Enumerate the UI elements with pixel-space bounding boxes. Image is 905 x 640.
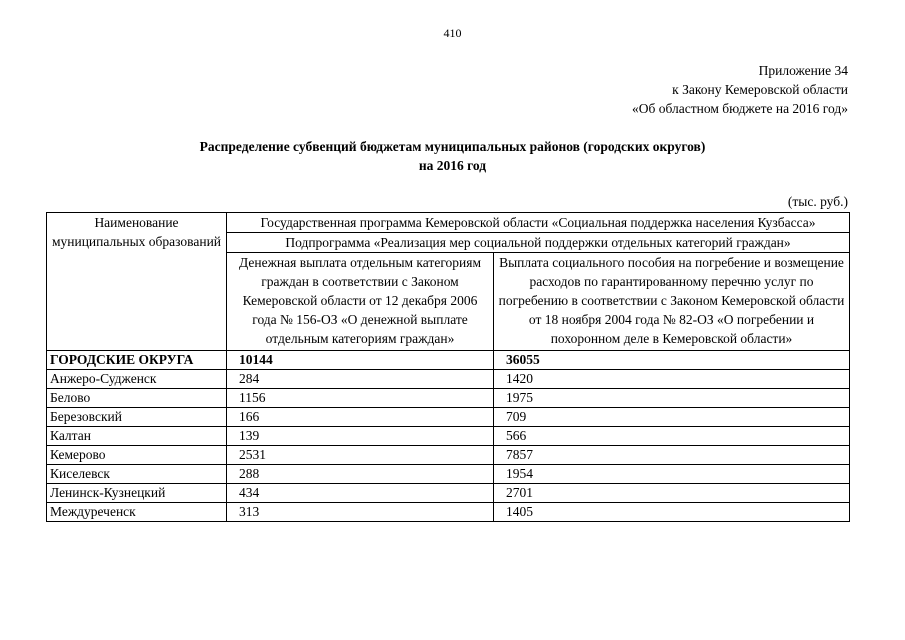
burial-allowance-cell: 566 [494,427,850,446]
burial-allowance-cell: 7857 [494,446,850,465]
table-row [47,408,850,427]
cash-payment-cell: 139 [227,427,494,446]
burial-allowance-cell: 709 [494,408,850,427]
column-header-burial-allowance: Выплата социального пособия на погребение и возмещение расходов по гарантированному перечню услуг по погребению в соответствии с Законом Кемеровской области от 18 ноября 2004 года № 82-ОЗ «О погребении и похоронном деле в Кемеровской области» [494,253,850,351]
appendix-line: к Закону Кемеровской области [672,82,848,97]
table-row [47,351,850,370]
burial-allowance-cell: 2701 [494,484,850,503]
burial-allowance-cell: 36055 [494,351,850,370]
municipality-cell: Кемерово [47,446,227,465]
burial-allowance-cell: 1954 [494,465,850,484]
cash-payment-cell: 1156 [227,389,494,408]
municipality-cell: Ленинск-Кузнецкий [47,484,227,503]
column-header-cash-payment: Денежная выплата отдельным категориям граждан в соответствии с Законом Кемеровской области от 12 декабря 2006 года № 156-ОЗ «О денежной выплате отдельным категориям граждан» [227,253,494,351]
cash-payment-cell: 284 [227,370,494,389]
units-label: (тыс. руб.) [787,194,848,209]
page-number: 410 [443,26,462,40]
table-row [47,465,850,484]
cash-payment-cell: 434 [227,484,494,503]
cash-payment-cell: 166 [227,408,494,427]
table-row [47,370,850,389]
municipality-cell: Междуреченск [47,503,227,522]
program-header: Государственная программа Кемеровской области «Социальная поддержка населения Кузбасса» [227,213,850,233]
title-line: на 2016 год [418,158,487,173]
burial-allowance-cell: 1975 [494,389,850,408]
municipality-cell: Калтан [47,427,227,446]
municipality-cell: ГОРОДСКИЕ ОКРУГА [47,351,227,370]
burial-allowance-cell: 1420 [494,370,850,389]
cash-payment-cell: 288 [227,465,494,484]
appendix-line: «Об областном бюджете на 2016 год» [632,101,848,116]
subsidy-table [46,212,850,522]
subprogram-header: Подпрограмма «Реализация мер социальной поддержки отдельных категорий граждан» [227,233,850,253]
title-line: Распределение субвенций бюджетам муниципальных районов (городских округов) [199,139,706,154]
cash-payment-cell: 313 [227,503,494,522]
municipality-cell: Белово [47,389,227,408]
table-row [47,503,850,522]
cash-payment-cell: 2531 [227,446,494,465]
document-title [0,137,905,175]
burial-allowance-cell: 1405 [494,503,850,522]
table-row [47,389,850,408]
table-row [47,484,850,503]
appendix-block [632,61,848,118]
table-row [47,446,850,465]
cash-payment-cell: 10144 [227,351,494,370]
appendix-line: Приложение 34 [758,63,848,78]
municipality-cell: Киселевск [47,465,227,484]
municipality-cell: Березовский [47,408,227,427]
table-row [47,427,850,446]
column-header-name: Наименование муниципальных образований [47,213,227,351]
municipality-cell: Анжеро-Судженск [47,370,227,389]
